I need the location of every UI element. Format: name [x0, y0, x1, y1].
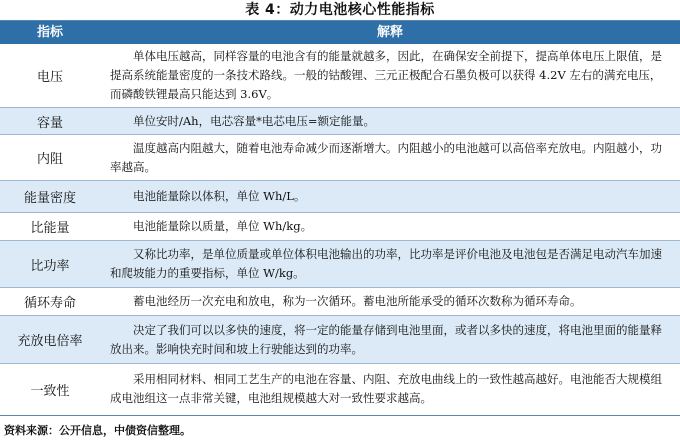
explanation-cell: 电池能量除以质量，单位 Wh/kg。 — [133, 219, 313, 233]
table-body — [0, 44, 680, 414]
indicator-cell: 比能量 — [30, 221, 70, 236]
explanation-cell: 单体电压越高，同样容量的电池含有的能量就越多，因此，在确保安全前提下，提高单体电压上限值，是提高系统能量密度的一条技术路线。一般的钴酸锂、三元正极配合石墨负极可以获得 4.2V 左右的满充电压，而磷酸铁锂最高只能达到 3.6V。 — [110, 49, 662, 101]
indicator-cell: 电压 — [36, 70, 63, 85]
table-row — [0, 181, 680, 213]
metrics-table — [0, 20, 680, 416]
indicator-cell: 一致性 — [30, 383, 70, 399]
table-row — [0, 44, 680, 108]
table-row — [0, 288, 680, 316]
indicator-cell: 充放电倍率 — [17, 334, 83, 349]
explanation-cell: 蓄电池经历一次充电和放电，称为一次循环。蓄电池所能承受的循环次数称为循环寿命。 — [133, 294, 582, 308]
header-indicator: 指标 — [36, 25, 63, 40]
table-header-row — [0, 21, 680, 44]
explanation-cell: 决定了我们可以以多快的速度，将一定的能量存储到电池里面，或者以多快的速度，将电池里面的能量释放出来。影响快充时间和坡上行驶能达到的功率。 — [110, 322, 662, 356]
explanation-cell: 采用相同材料、相同工艺生产的电池在容量、内阻、充放电曲线上的一致性越高越好。电池能否大规模组成电池组这一点非常关键，电池组规模越大对一致性要求越高。 — [110, 372, 662, 405]
indicator-cell: 内阻 — [36, 152, 63, 167]
explanation-cell: 温度越高内阻越大，随着电池寿命减少而逐渐增大。内阻越小的电池越可以高倍率充放电。内阻越小，功率越高。 — [110, 140, 662, 174]
table-row — [0, 316, 680, 364]
table-title: 表 4：动力电池核心性能指标 — [245, 2, 435, 18]
explanation-cell: 电池能量除以体积，单位 Wh/L。 — [133, 189, 306, 203]
indicator-cell: 比功率 — [30, 258, 70, 274]
indicator-cell: 能量密度 — [23, 191, 76, 206]
table-row — [0, 213, 680, 241]
table-row — [0, 108, 680, 135]
indicator-cell: 容量 — [36, 115, 63, 131]
indicator-cell: 循环寿命 — [23, 296, 76, 311]
table-row — [0, 135, 680, 181]
table-row — [0, 241, 680, 288]
source-note: 资料来源：公开信息，中债资信整理。 — [4, 424, 191, 437]
explanation-cell: 又称比功率，是单位质量或单位体积电池输出的功率，比功率是评价电池及电池包是否满足电动汽车加速和爬坡能力的重要指标，单位 W/kg。 — [110, 247, 662, 280]
explanation-cell: 单位安时/Ah，电芯容量*电芯电压=额定能量。 — [133, 113, 375, 128]
table-row — [0, 364, 680, 414]
header-explanation: 解释 — [376, 25, 403, 40]
